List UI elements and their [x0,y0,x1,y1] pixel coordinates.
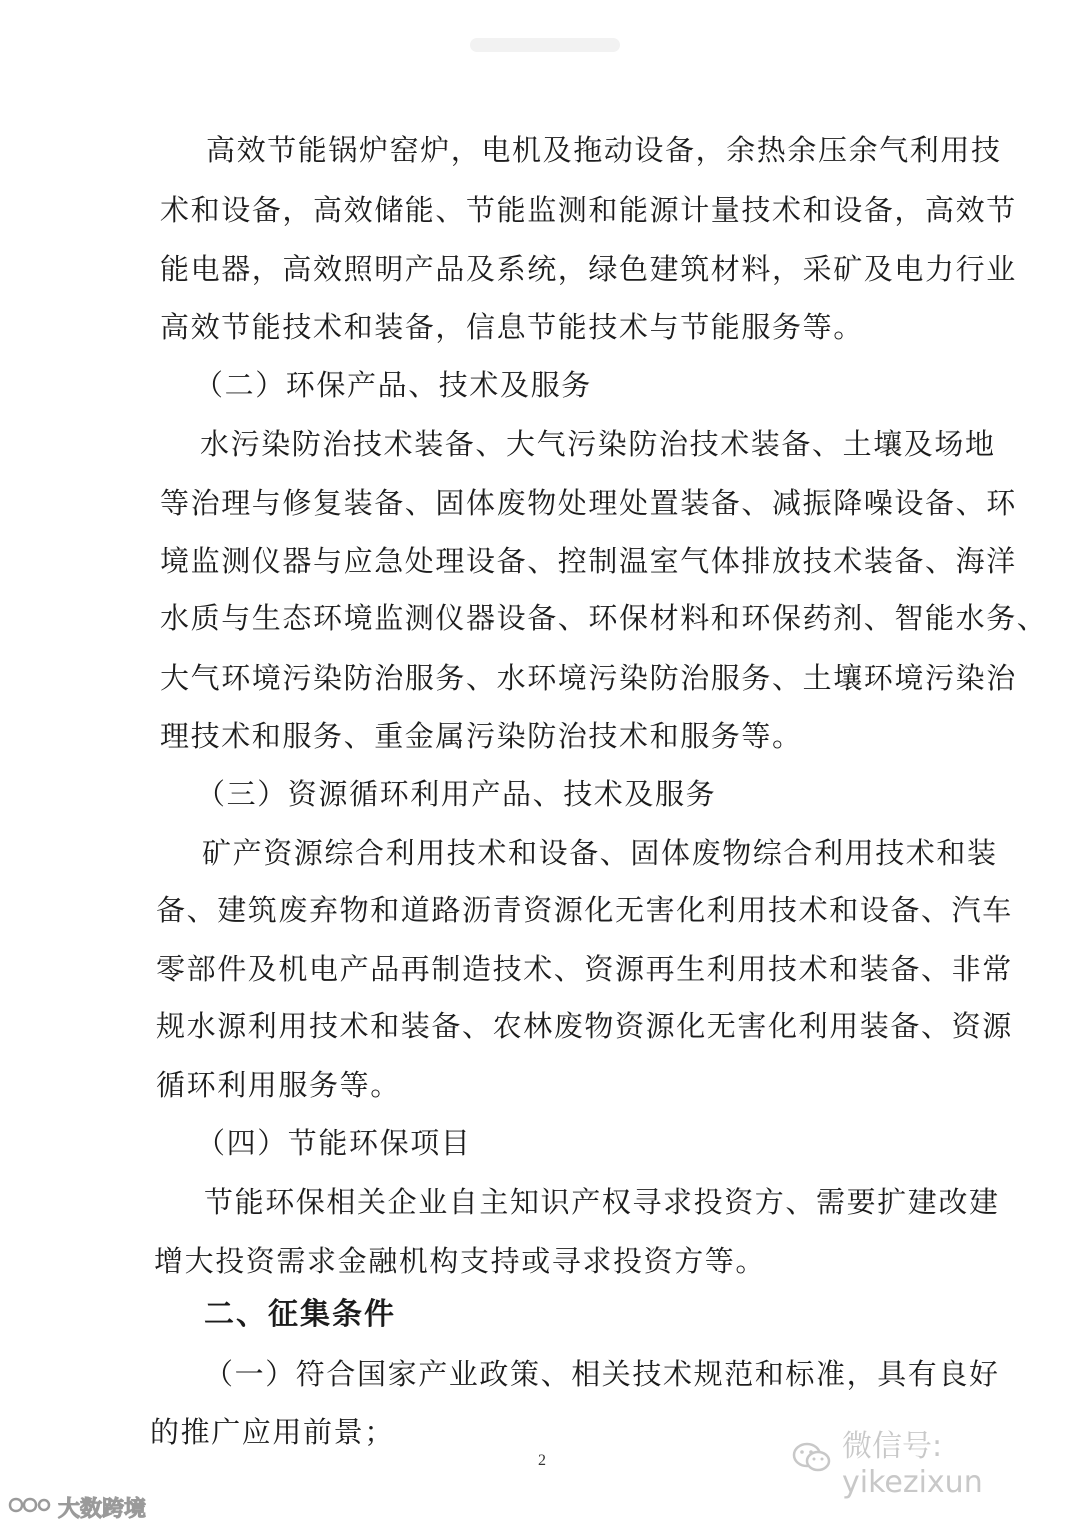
paragraph-line: 大气环境污染防治服务、水环境污染防治服务、土壤环境污染治 [160,661,1017,695]
paragraph-line: 等治理与修复装备、固体废物处理处置装备、减振降噪设备、环 [160,486,1017,520]
paragraph-line: 水质与生态环境监测仪器设备、环保材料和环保药剂、智能水务、 [160,601,1048,635]
brand-name-text: 大数跨境 [58,1496,147,1522]
logo-icon [4,1492,52,1522]
section-heading: （二）环保产品、技术及服务 [194,368,592,402]
paragraph-line: 增大投资需求金融机构支持或寻求投资方等。 [154,1244,767,1278]
section-heading: （四）节能环保项目 [196,1126,472,1160]
section-heading: （三）资源循环利用产品、技术及服务 [196,777,717,811]
wechat-watermark [792,1428,1080,1500]
paragraph-line: 节能环保相关企业自主知识产权寻求投资方、需要扩建改建 [204,1185,1000,1219]
paragraph-line: 高效节能技术和装备，信息节能技术与节能服务等。 [160,310,864,344]
paragraph-line: 矿产资源综合利用技术和设备、固体废物综合利用技术和装 [202,836,998,870]
paragraph-line: 备、建筑废弃物和道路沥青资源化无害化利用技术和设备、汽车 [156,893,1013,927]
paragraph-line: 零部件及机电产品再制造技术、资源再生利用技术和装备、非常 [156,952,1013,986]
paragraph-line: （一）符合国家产业政策、相关技术规范和标准，具有良好 [204,1357,1000,1391]
wechat-id-text: 微信号: yikezixun [842,1428,983,1500]
paragraph-line: 境监测仪器与应急处理设备、控制温室气体排放技术装备、海洋 [160,544,1017,578]
brand-watermark [4,1490,146,1524]
paragraph-line: 能电器，高效照明产品及系统，绿色建筑材料，采矿及电力行业 [160,252,1017,286]
page-number: 2 [538,1452,546,1469]
paragraph-line: 术和设备，高效储能、节能监测和能源计量技术和设备，高效节 [160,193,1017,227]
paragraph-line: 高效节能锅炉窑炉，电机及拖动设备，余热余压余气利用技 [206,133,1002,167]
paragraph-line: 理技术和服务、重金属污染防治技术和服务等。 [160,719,803,753]
paragraph-line: 循环利用服务等。 [156,1068,401,1102]
scan-smudge [470,38,620,52]
paragraph-line: 的推广应用前景； [150,1415,395,1449]
paragraph-line: 水污染防治技术装备、大气污染防治技术装备、土壤及场地 [200,427,996,461]
wechat-icon [792,1441,832,1479]
paragraph-line: 规水源利用技术和装备、农林废物资源化无害化利用装备、资源 [156,1009,1013,1043]
chapter-heading: 二、征集条件 [204,1297,396,1332]
